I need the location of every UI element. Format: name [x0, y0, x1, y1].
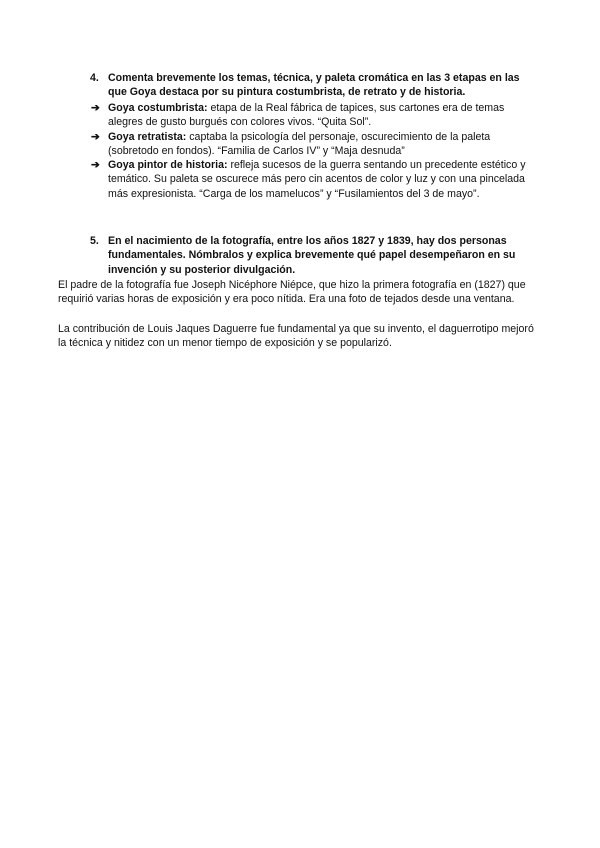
- answer-goya-retratista: [90, 130, 530, 159]
- answer-text: etapa de la Real fábrica de tapices, sus cartones era de temas alegres de gusto burgués con colores vivos. “Quita Sol”.: [108, 102, 505, 129]
- answer-5-paragraph-1: El padre de la fotografía fue Joseph Nicéphore Niépce, que hizo la primera fotografía en (1827) que requirió varias horas de exposición y era poco nítida. Era una foto de tejados desde una ventana.: [58, 279, 526, 306]
- question-5: [90, 234, 530, 277]
- arrow-bullet-icon: ➔: [91, 159, 100, 172]
- arrow-bullet-icon: ➔: [91, 130, 100, 143]
- answer-goya-historia: [90, 158, 530, 201]
- answer-heading: Goya pintor de historia:: [108, 159, 228, 172]
- question-4-text: Comenta brevemente los temas, técnica, y paleta cromática en las 3 etapas en las que Goya destaca por su pintura costumbrista, de retrato y de historia.: [108, 72, 520, 99]
- answer-text: refleja sucesos de la guerra sentando un precedente estético y temático. Su paleta se oscurece más pero cin acentos de color y luz y con una pincelada más expresionista. “Carga de los mamelucos” y “Fusilamientos del 3 de mayo”.: [108, 159, 526, 200]
- answer-heading: Goya retratista:: [108, 130, 187, 143]
- answer-text: captaba la psicología del personaje, oscurecimiento de la paleta (sobretodo en fondos). “Familia de Carlos IV” y “Maja desnuda”: [108, 130, 491, 157]
- question-5-number: 5.: [90, 235, 99, 247]
- answer-5-paragraph-2: La contribución de Louis Jaques Daguerre fue fundamental ya que su invento, el daguerrotipo mejoró la técnica y nitidez con un menor tiempo de exposición y se popularizó.: [58, 323, 534, 350]
- question-4: [90, 71, 530, 100]
- question-5-text: En el nacimiento de la fotografía, entre los años 1827 y 1839, hay dos personas fundamentales. Nómbralos y explica brevemente qué papel desempeñaron en su invención y su posterior divulgación.: [108, 235, 516, 276]
- question-4-number: 4.: [90, 72, 99, 84]
- answer-heading: Goya costumbrista:: [108, 102, 208, 114]
- question-4-answers: [90, 101, 530, 201]
- arrow-bullet-icon: ➔: [91, 102, 100, 114]
- answer-goya-costumbrista: [90, 101, 530, 130]
